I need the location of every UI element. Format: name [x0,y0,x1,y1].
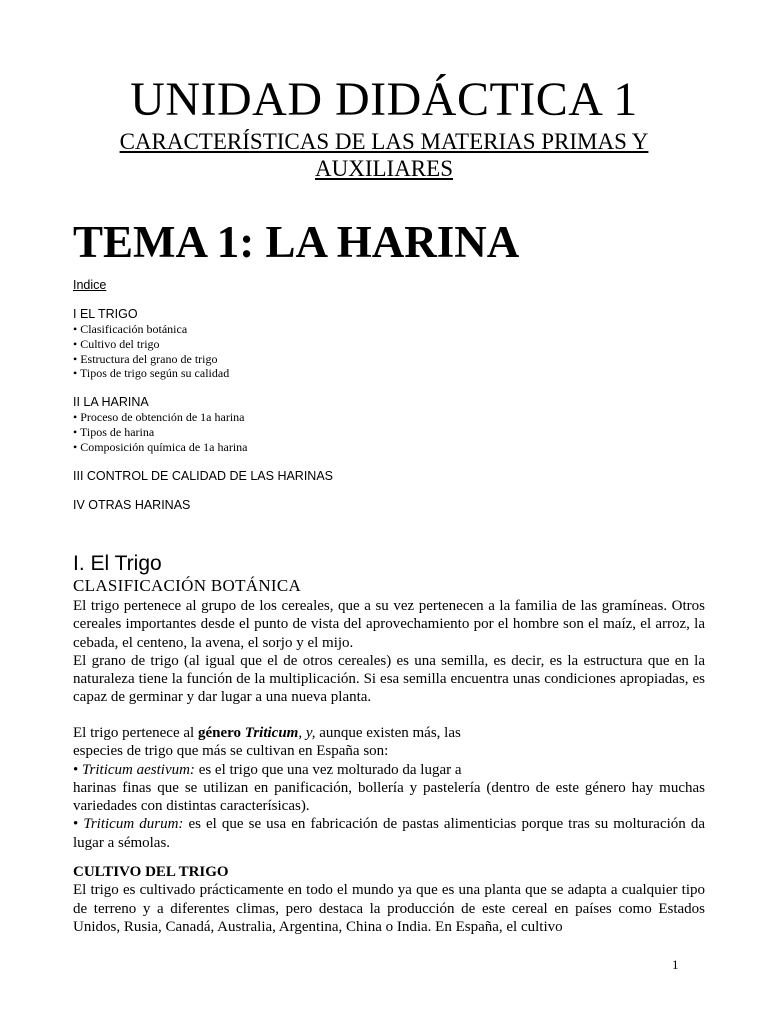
text-run: género [197,725,245,741]
unit-subtitle-line2: AUXILIARES [315,156,453,181]
toc-item: • Composición química de 1a harina [73,439,248,454]
paragraph: El trigo es cultivado prácticamente en todo el mundo ya que es una planta que se adapta a cualquier tipo de terreno y a diferentes climas, pero destaca la producción de este cereal en países como Estados Unidos, Rusia, Canadá, Australia, Argentina, China o India. En España, el cultivo [73,882,705,935]
subsection-heading: CLASIFICACIÓN BOTÁNICA [73,576,302,595]
species-bullet [73,815,705,852]
text-run: es el trigo que una vez molturado da lugar a [194,761,462,778]
topic-title: TEMA 1: LA HARINA [73,217,520,267]
toc-item: • Clasificación botánica [73,322,188,336]
toc-section-heading: II LA HARINA [73,395,149,410]
body-text-block [73,724,705,852]
toc-item: • Tipos de harina [73,424,155,439]
body-text-block [73,597,705,707]
text-run: , y, [298,725,316,741]
toc-item: • Tipos de trigo según su calidad [73,366,230,381]
paragraph: harinas finas que se utilizan en panificación, bollería y pastelería (dentro de este género hay muchas variedades con distintas caracterísicas). [73,779,705,815]
genus-line: especies de trigo que más se cultivan en España son: [73,743,389,760]
unit-subtitle-line1: CARACTERÍSTICAS DE LAS MATERIAS PRIMAS Y [119,129,649,154]
toc-section-heading: III CONTROL DE CALIDAD DE LAS HARINAS [73,468,334,483]
toc-section-heading: IV OTRAS HARINAS [73,497,191,512]
text-run: Triticum durum: [83,816,184,833]
text-run: El trigo pertenece al [73,725,198,741]
toc-section-heading: I EL TRIGO [73,307,138,321]
toc-label: Indice [73,278,107,292]
text-run: • [73,761,83,778]
unit-subtitle [60,128,708,182]
unit-title: UNIDAD DIDÁCTICA 1 [130,73,638,126]
section-heading: I. El Trigo [73,552,162,575]
species-bullet [73,761,705,779]
toc-item: • Proceso de obtención de 1a harina [73,410,245,425]
subsection-heading: CULTIVO DEL TRIGO [73,864,229,880]
text-run: Triticum [244,725,299,741]
genus-line [73,724,705,742]
table-of-contents [73,278,713,513]
body-text-block [73,863,705,936]
text-run: aunque existen más, las [315,725,461,741]
paragraph: El trigo pertenece al grupo de los cereales, que a su vez pertenecen a la familia de las gramíneas. Otros cereales importantes desde el punto de vista del aprovechamiento por el hombre son el maíz, el arroz, la cebada, el centeno, la avena, el sorjo y el mijo. [73,598,705,651]
text-run: Triticum aestivum: [82,761,195,778]
toc-item: • Estructura del grano de trigo [73,351,218,366]
page-number: 1 [672,957,679,972]
toc-item: • Cultivo del trigo [73,336,160,351]
text-run: • [73,816,84,833]
paragraph: El grano de trigo (al igual que el de otros cereales) es una semilla, es decir, es la estructura que en la naturaleza tiene la función de la multiplicación. Si esa semilla encuentra unas condiciones apropiadas, es capaz de germinar y dar lugar a una nueva planta. [73,652,705,706]
text-run: es el que se usa en fabricación de pastas alimenticias porque tras su molturación da lugar a sémolas. [73,816,705,851]
